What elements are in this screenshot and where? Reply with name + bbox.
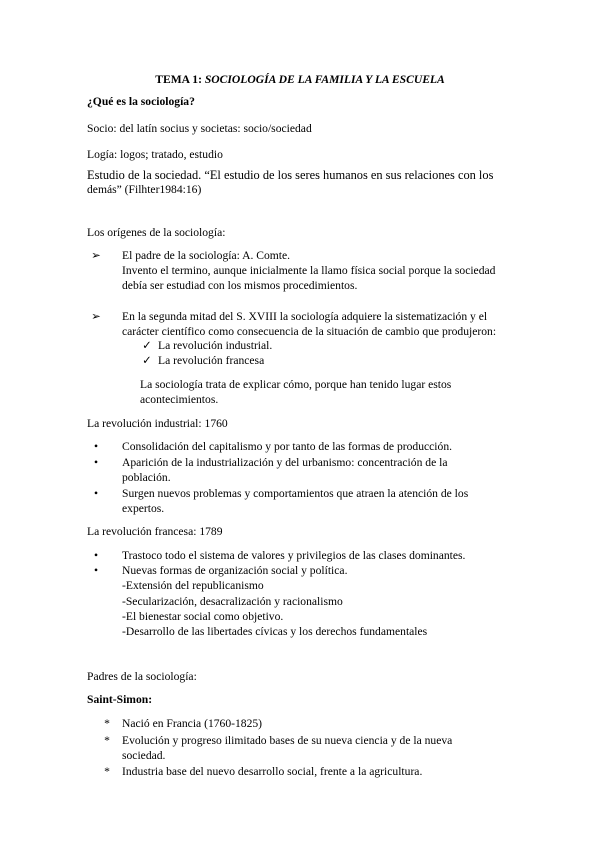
simon-1: Nació en Francia (1760-1825): [122, 717, 263, 730]
check-icon: ✓: [142, 354, 152, 367]
heading-padres: Padres de la sociología:: [87, 670, 197, 683]
origen-2-line-2: carácter científico como consecuencia de la situación de cambio que produjeron:: [122, 325, 497, 338]
industrial-2-line-2: población.: [122, 471, 171, 484]
bullet-icon: •: [93, 440, 99, 453]
arrow-bullet-icon: ➢: [91, 249, 101, 262]
line-logia: Logía: logos; tratado, estudio: [87, 148, 223, 161]
heading-origenes: Los orígenes de la sociología:: [87, 226, 226, 239]
simon-2-line-2: sociedad.: [122, 749, 166, 762]
bullet-icon: •: [93, 564, 99, 577]
origen-1-line-1: El padre de la sociología: A. Comte.: [122, 249, 291, 262]
trata-line-1: La sociología trata de explicar cómo, porque han tenido lugar estos: [140, 378, 452, 391]
industrial-3-line-1: Surgen nuevos problemas y comportamientos que atraen la atención de los: [122, 487, 469, 500]
star-bullet-icon: *: [104, 717, 110, 730]
simon-3: Industria base del nuevo desarrollo social, frente a la agricultura.: [122, 765, 423, 778]
trata-line-2: acontecimientos.: [140, 393, 219, 406]
check-item-2: La revolución francesa: [158, 354, 265, 367]
industrial-2-line-1: Aparición de la industrialización y del urbanismo: concentración de la: [122, 456, 448, 469]
line-estudio-1: Estudio de la sociedad. “El estudio de los seres humanos en sus relaciones con los: [87, 168, 494, 182]
origen-1-line-3: debía ser estudiad con los mismos procedimientos.: [122, 279, 358, 292]
francesa-1: Trastoco todo el sistema de valores y privilegios de las clases dominantes.: [122, 549, 466, 562]
line-socio: Socio: del latín socius y societas: socio/sociedad: [87, 122, 312, 135]
star-bullet-icon: *: [104, 734, 110, 747]
francesa-2-line-5: -Desarrollo de las libertades cívicas y los derechos fundamentales: [122, 625, 428, 638]
heading-francesa: La revolución francesa: 1789: [87, 525, 223, 538]
francesa-2-line-4: -El bienestar social como objetivo.: [122, 610, 284, 623]
bullet-icon: •: [93, 549, 99, 562]
heading-industrial: La revolución industrial: 1760: [87, 417, 228, 430]
bullet-icon: •: [93, 456, 99, 469]
check-item-1: La revolución industrial.: [158, 339, 273, 352]
heading-que-es: ¿Qué es la sociología?: [87, 95, 195, 108]
page-title: TEMA 1: SOCIOLOGÍA DE LA FAMILIA Y LA ESCUELA: [155, 73, 445, 86]
arrow-bullet-icon: ➢: [91, 310, 101, 323]
industrial-3-line-2: expertos.: [122, 502, 165, 515]
origen-2-line-1: En la segunda mitad del S. XVIII la sociología adquiere la sistematización y el: [122, 310, 488, 323]
origen-1-line-2: Invento el termino, aunque inicialmente la llamo física social porque la sociedad: [122, 264, 496, 277]
francesa-2-line-2: -Extensión del republicanismo: [122, 579, 264, 592]
simon-2-line-1: Evolución y progreso ilimitado bases de su nueva ciencia y de la nueva: [122, 734, 453, 747]
star-bullet-icon: *: [104, 765, 110, 778]
francesa-2-line-1: Nuevas formas de organización social y política.: [122, 564, 348, 577]
line-estudio-2: demás” (Filhter1984:16): [87, 183, 202, 196]
bullet-icon: •: [93, 487, 99, 500]
industrial-1: Consolidación del capitalismo y por tanto de las formas de producción.: [122, 440, 453, 453]
check-icon: ✓: [142, 339, 152, 352]
heading-saint-simon: Saint-Simon:: [87, 693, 153, 706]
francesa-2-line-3: -Secularización, desacralización y racionalismo: [122, 595, 343, 608]
